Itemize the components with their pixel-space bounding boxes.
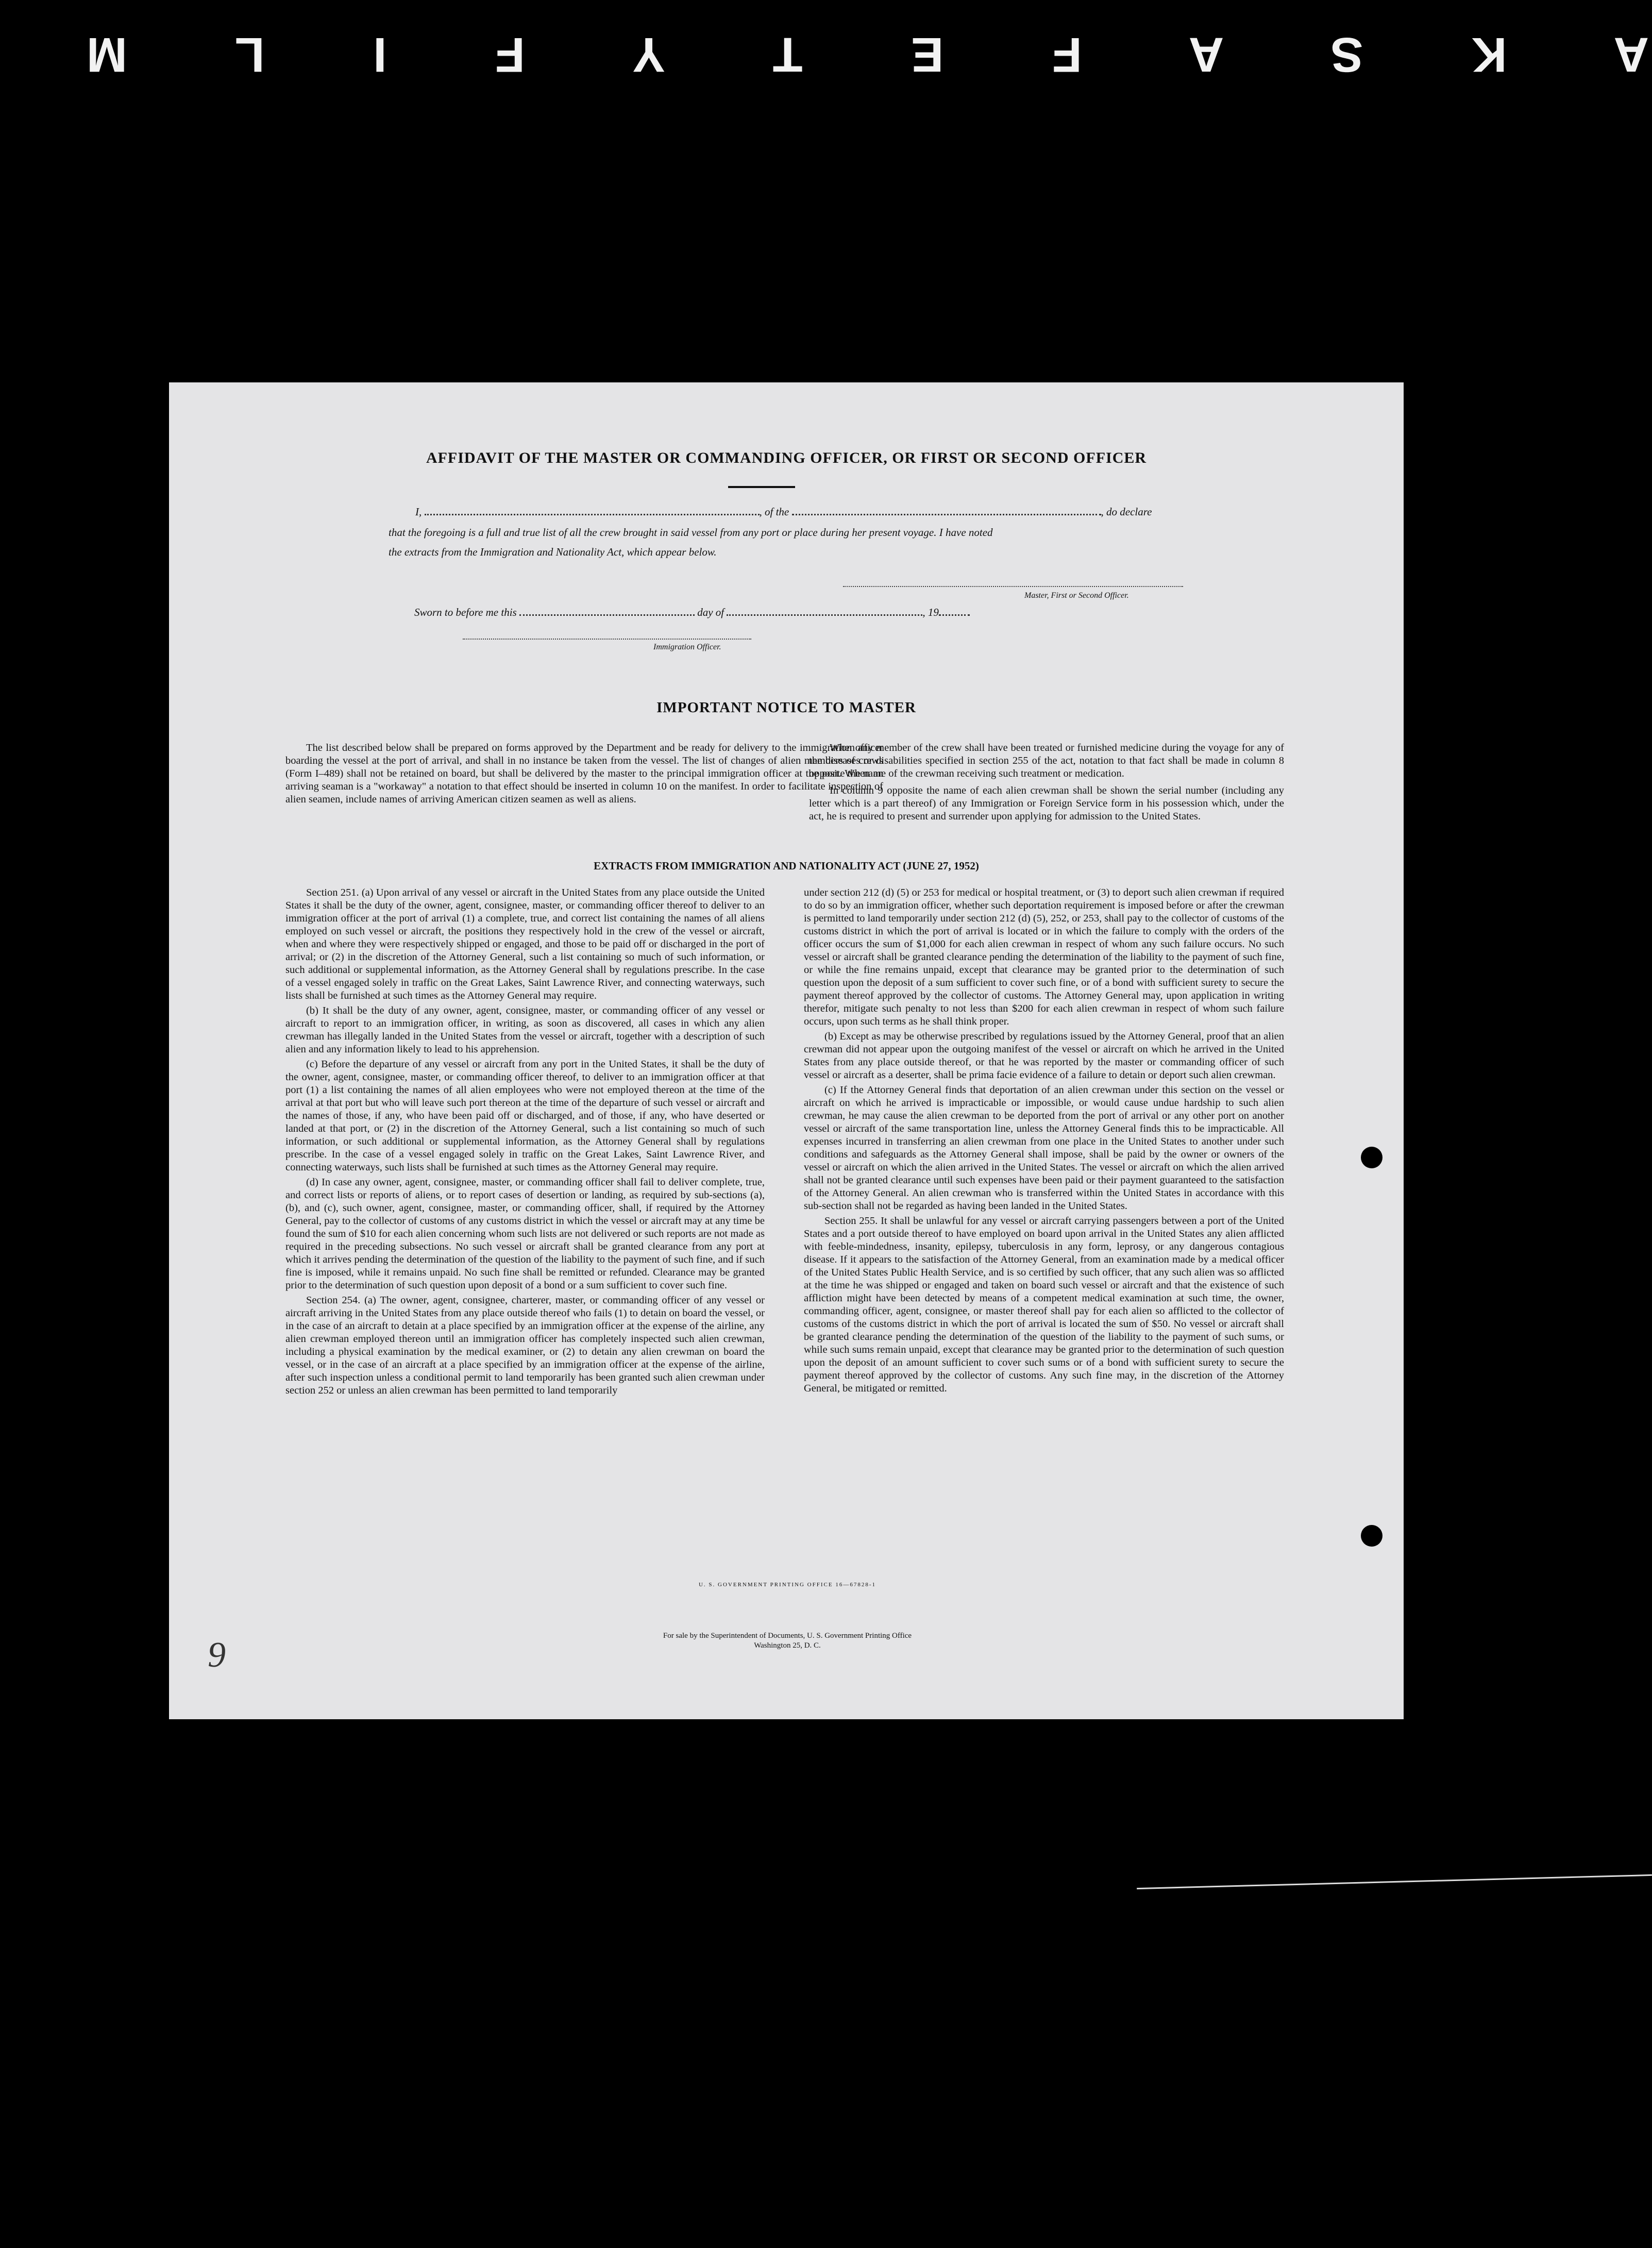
title-underline bbox=[728, 486, 795, 488]
name-blank-field[interactable] bbox=[425, 505, 760, 515]
notice-left-column bbox=[285, 742, 883, 808]
film-edge-text: A K S A F E T Y F I L M bbox=[39, 27, 1649, 82]
sworn-day-field[interactable] bbox=[519, 605, 695, 616]
affidavit-title: AFFIDAVIT OF THE MASTER OR COMMANDING OFFICER, OR FIRST OR SECOND OFFICER bbox=[426, 449, 1147, 466]
section-254-a-continued: under section 212 (d) (5) or 253 for medical or hospital treatment, or (3) to deport such alien crewman if required to do so by an immigration officer, whether such deportation requirement is imposed before or after the crewman is permitted to land temporarily under section 212 (d) (5), 252, or 253, shall pay to the collector of customs of the customs district in which the port of arrival is located or in which the failure to comply with the orders of the officer occurs the sum of $1,000 for each alien crewman in respect of whom any such failure occurs. No such vessel or aircraft shall be granted clearance pending the determination of the liability to the payment of such fine, or while the fine remains unpaid, except that clearance may be granted prior to the determination of such question upon the deposit of a sum sufficient to cover such fine, or of a bond with sufficient surety to secure the payment thereof approved by the collector of customs. The Attorney General may, upon application in writing therefor, mitigate such penalty to not less than $200 for each alien crewman in respect of whom such failure occurs, upon such terms as he shall think proper. bbox=[804, 887, 1284, 1027]
notice-right-paragraph-1: When any member of the crew shall have been treated or furnished medicine during the voyage for any of the diseases or disabilities specified in section 255 of the act, notation to that fact shall be made in column 8 opposite the name of the crewman receiving such treatment or medication. bbox=[809, 742, 1284, 779]
sworn-month-field[interactable] bbox=[727, 605, 922, 616]
section-251-a: Section 251. (a) Upon arrival of any vessel or aircraft in the United States from any place outside the United States it shall be the duty of the owner, agent, consignee, master, or commanding officer thereof to deliver to an immigration officer at the port of arrival (1) a complete, true, and correct list containing the names of all aliens employed on such vessel or aircraft, the positions they respectively hold in the crew of the vessel or aircraft, when and where they were respectively shipped or engaged, and those to be paid off or discharged in the port of arrival; or (2) in the discretion of the Attorney General, such a list containing so much of such information, or such additional or supplemental information, as the Attorney General shall by regulations prescribe. In the case of a vessel engaged solely in traffic on the Great Lakes, Saint Lawrence River, and connecting waterways, such lists shall be furnished at such times as the Attorney General may require. bbox=[285, 887, 765, 1001]
gpo-imprint: U. S. GOVERNMENT PRINTING OFFICE 16—67828-1 bbox=[698, 1582, 876, 1588]
declaration-line-1 bbox=[415, 502, 1219, 522]
section-251-b: (b) It shall be the duty of any owner, agent, consignee, master, or commanding officer of any vessel or aircraft to report to an immigration officer, in writing, as soon as discovered, all cases in which any alien crewman has illegally landed in the United States from the vessel or aircraft, together with a description of such alien and any information likely to lead to his apprehension. bbox=[285, 1005, 765, 1055]
section-254-a: Section 254. (a) The owner, agent, consignee, charterer, master, or commanding officer of any vessel or aircraft arriving in the United States from any place outside thereof who fails (1) to detain on board the vessel, or in the case of an aircraft to detain at a place specified by an immigration officer at the expense of the airline, any alien crewman employed thereon until an immigration officer has completely inspected such alien crewman, including a physical examination by the medical examiner, or (2) to detain any alien crewman on board the vessel, or in the case of an aircraft at a place specified by an immigration officer at the expense of the airline, after such inspection unless a conditional permit to land temporarily has been granted such alien crewman under section 252 or unless an alien crewman has been permitted to land temporarily bbox=[285, 1295, 765, 1396]
label-i: I, bbox=[415, 506, 422, 518]
vessel-blank-field[interactable] bbox=[792, 505, 1101, 515]
sale-notice-line-2: Washington 25, D. C. bbox=[754, 1641, 821, 1650]
punch-hole-lower bbox=[1361, 1525, 1383, 1547]
label-do-declare: , do declare bbox=[1101, 506, 1152, 518]
master-signature-line[interactable] bbox=[843, 586, 1183, 587]
handwritten-page-mark: 9 bbox=[208, 1635, 226, 1675]
declaration-line-3: the extracts from the Immigration and Nationality Act, which appear below. bbox=[389, 546, 717, 558]
extracts-title: EXTRACTS FROM IMMIGRATION AND NATIONALITY ACT (JUNE 27, 1952) bbox=[594, 860, 979, 872]
punch-hole-upper bbox=[1361, 1147, 1383, 1168]
master-signature-label: Master, First or Second Officer. bbox=[1024, 591, 1129, 600]
notice-right-column bbox=[809, 742, 1284, 825]
extracts-right-column bbox=[804, 886, 1284, 1397]
section-254-c: (c) If the Attorney General finds that deportation of an alien crewman under this section on the vessel or aircraft on which he arrived is impracticable or impossible, or would cause undue hardship to such alien crewman, he may cause the alien crewman to be deported from the port of arrival or any other port on another vessel or aircraft of the same transportation line, unless the Attorney General finds this to be impracticable. All expenses incurred in transferring an alien crewman from one place in the United States to another under such conditions and safeguards as the Attorney General shall impose, shall be paid by the owner or owners of the vessel or aircraft on which the alien arrived in the United States. The vessel or aircraft on which the alien arrived shall not be granted clearance until such expenses have been paid or their payment guaranteed to the satisfaction of the Attorney General. An alien crewman who is transferred within the United States in accordance with this sub-section shall not be regarded as having been landed in the United States. bbox=[804, 1084, 1284, 1212]
label-day-of: day of bbox=[697, 606, 724, 618]
notice-right-paragraph-2: In column 9 opposite the name of each alien crewman shall be shown the serial number (including any letter which is a part thereof) of any Immigration or Foreign Service form in his possession which, under the act, he is required to present and surrender upon applying for admission to the United States. bbox=[809, 785, 1284, 822]
sworn-year-field[interactable] bbox=[939, 605, 970, 616]
notice-left-paragraph: The list described below shall be prepared on forms approved by the Department and be ready for delivery to the immigration officer boarding the vessel at the port of arrival, and shall in no instance be taken from the vessel. The list of changes of alien members of crews (Form I–489) shall not be retained on board, but shall be delivered by the master to the principal immigration officer at the port. When an arriving seaman is a "workaway" a notation to that effect should be inserted in column 10 on the manifest. In order to facilitate inspection of alien seamen, include names of arriving American citizen seamen as well as aliens. bbox=[285, 742, 883, 805]
section-251-d: (d) In case any owner, agent, consignee, master, or commanding officer shall fail to deliver complete, true, and correct lists or reports of aliens, or to report cases of desertion or landing, as required by sub-sections (a), (b), and (c), such owner, agent, consignee, master, or commanding officer, shall, if required by the Attorney General, pay to the collector of customs of any customs district in which the vessel or aircraft may at any time be found the sum of $10 for each alien concerning whom such lists are not delivered or such reports are not made as required in the preceding subsections. No such vessel or aircraft shall be granted clearance from any port at which it arrives pending the determination of the question of the liability to the payment of such fine, and if such fine is imposed, while it remains unpaid. No such fine shall be remitted or refunded. Clearance may be granted prior to the determination of such question upon deposit of a bond or a sum sufficient to cover such fine. bbox=[285, 1177, 765, 1291]
label-sworn: Sworn to before me this bbox=[414, 606, 517, 618]
label-of-the: , of the bbox=[759, 506, 789, 518]
notice-title: IMPORTANT NOTICE TO MASTER bbox=[656, 699, 916, 716]
sale-notice-line-1: For sale by the Superintendent of Documents, U. S. Government Printing Office bbox=[663, 1632, 912, 1640]
section-251-c: (c) Before the departure of any vessel or aircraft from any port in the United States, it shall be the duty of the owner, agent, consignee, master, or commanding officer thereof, to deliver to an immigration officer at that port (1) a list containing the names of all alien employees who were not employed thereon at the time of the arrival at that port but who will leave such port thereon at the time of the departure of such vessel or aircraft and the names of those, if any, who have been paid off or discharged, and of those, if any, who have deserted or landed at that port, or (2) in the discretion of the Attorney General, such a list containing so much of such information, or such additional or supplemental information, as the Attorney General shall by regulations prescribe. In the case of a vessel engaged solely in traffic on the Great Lakes, Saint Lawrence River, and connecting waterways, such lists shall be furnished at such times as the Attorney General may require. bbox=[285, 1059, 765, 1173]
film-scratch-line bbox=[1137, 1874, 1652, 1889]
document-page bbox=[169, 382, 1404, 1719]
section-254-b: (b) Except as may be otherwise prescribed by regulations issued by the Attorney General, proof that an alien crewman did not appear upon the outgoing manifest of the vessel or aircraft on which he arrived in the United States from any place outside thereof, or that he was reported by the master or commanding officer of such vessel or aircraft as a deserter, shall be prima facie evidence of a failure to detain or deport such alien crewman. bbox=[804, 1031, 1284, 1081]
officer-signature-line[interactable] bbox=[463, 639, 751, 640]
film-edge-strip bbox=[0, 0, 1652, 103]
officer-signature-label: Immigration Officer. bbox=[653, 643, 721, 651]
section-255: Section 255. It shall be unlawful for any vessel or aircraft carrying passengers between a port of the United States and a port outside thereof to have employed on board upon arrival in the United States any alien afflicted with feeble-mindedness, insanity, epilepsy, tuberculosis in any form, leprosy, or any dangerous contagious disease. If it appears to the satisfaction of the Attorney General, from an examination made by a medical officer of the United States Public Health Service, and is so certified by such officer, that any such alien was so afflicted at the time he was shipped or engaged and taken on board such vessel or aircraft and that the existence of such affliction might have been detected by means of a competent medical examination at such time, the owner, commanding officer, agent, consignee, or master thereof shall pay for each alien so afflicted to the collector of customs of the customs district in which the port of arrival is located the sum of $50. No vessel or aircraft shall be granted clearance pending the determination of the question of the liability to the payment of such sums, or while such sums remain unpaid, except that clearance may be granted prior to the determination of such question upon the deposit of an amount sufficient to cover such sums or of a bond with sufficient surety to secure the payment thereof approved by the collector of customs. Any such fine may, in the discretion of the Attorney General, be mitigated or remitted. bbox=[804, 1215, 1284, 1394]
declaration-line-2: that the foregoing is a full and true list of all the crew brought in said vessel from any port or place during her present voyage. I have noted bbox=[389, 526, 993, 539]
extracts-left-column bbox=[285, 886, 765, 1399]
label-year: , 19 bbox=[922, 606, 939, 618]
sworn-line bbox=[414, 602, 1187, 622]
